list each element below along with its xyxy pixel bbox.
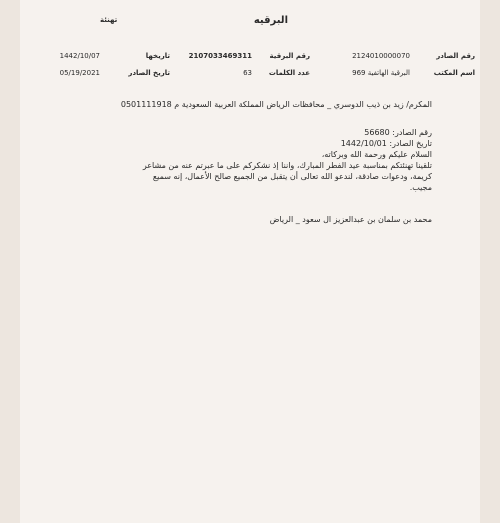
- issue-date-value: 05/19/2021: [59, 69, 100, 77]
- body-line-1: تلقينا تهنئتكم بمناسبة عيد الفطر المبارك، واننا إذ نشكركم على ما عبرتم عنه من مشاعر: [142, 161, 432, 170]
- word-count-value: 63: [243, 69, 252, 77]
- reference-date: تاريخ الصادر: 1442/10/01: [340, 139, 432, 148]
- letter-addressee-block: [32, 99, 432, 110]
- issued-number-label: رقم الصادر: [436, 52, 475, 60]
- reference-number: رقم الصادر: 56680: [364, 128, 432, 137]
- word-count-label: عدد الكلمات: [268, 69, 310, 77]
- document-title: البرقيه: [253, 15, 288, 26]
- body-line-3: مجيب.: [409, 183, 432, 192]
- body-line-2: كريمة، ودعوات صادقة، لندعو الله تعالى أن يتقبل من الجميع صالح الأعمال، إنه سميع: [152, 172, 432, 181]
- greeting-line: السلام عليكم ورحمة الله وبركاته،: [321, 150, 432, 159]
- hijri-date-label: تاريخها: [145, 52, 170, 60]
- sender-name-value: البرقية الهاتفية 969: [352, 69, 410, 77]
- signature-line: محمد بن سلمان بن عبدالعزيز ال سعود _ الرياض: [269, 215, 432, 224]
- issue-date-label: تاريخ الصادر: [128, 69, 170, 77]
- letter-signature-block: [32, 214, 432, 225]
- addressee-line: المكرم/ زيد بن ذيب الدوسري _ محافظات الرياض المملكة العربية السعودية م 0501111918: [120, 100, 432, 109]
- header-row: [20, 15, 480, 31]
- issued-number-value: 2124010000070: [352, 52, 410, 60]
- hijri-date-value: 1442/10/07: [59, 52, 100, 60]
- telegram-document: [20, 0, 480, 523]
- telegram-number-label: رقم البرقية: [269, 52, 310, 60]
- letter-body: [32, 127, 432, 193]
- document-type: تهنئة: [100, 16, 118, 24]
- sender-name-label: اسم المكتب: [433, 69, 475, 77]
- telegram-number-value: 2107033469311: [188, 52, 252, 60]
